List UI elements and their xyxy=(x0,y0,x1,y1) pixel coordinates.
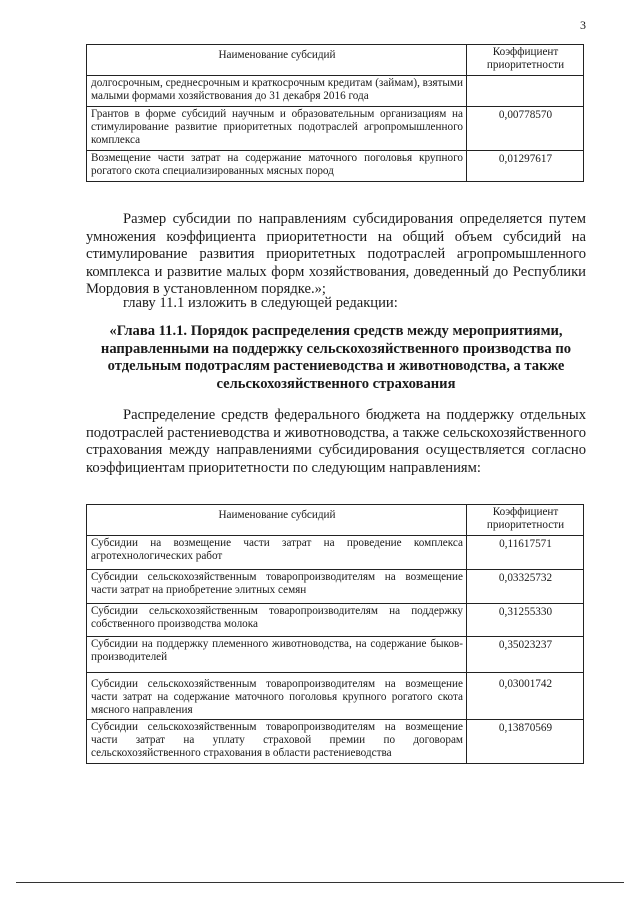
body-paragraph-distribution: Распределение средств федерального бюджета на поддержку отдельных подотраслей растениеводства и животноводства, а также сельскохозяйственного страхования между направлениями субсидирования осуществляется согласно коэффициентам приоритетности по следующим направлениям: xyxy=(86,407,586,476)
coefficient-cell: 0,03001742 xyxy=(467,673,584,720)
table-row xyxy=(87,536,584,570)
subsidy-name-cell: Субсидии сельскохозяйственным товаропроизводителям на возмещение части затрат на приобретение элитных семян xyxy=(87,570,467,604)
body-paragraph-subsidy-size: Размер субсидии по направлениям субсидирования определяется путем умножения коэффициента приоритетности на общий объем субсидий на стимулирование развития приоритетных подотраслей агропромышленного комплекса и развитие малых форм хозяйствования, доведенный до Республики Мордовия в установленном порядке.»; xyxy=(86,211,586,297)
body-paragraph-chapter-edit: главу 11.1 изложить в следующей редакции: xyxy=(123,295,398,311)
page-bottom-rule xyxy=(16,882,624,883)
coefficient-cell: 0,01297617 xyxy=(467,151,584,182)
page-number: 3 xyxy=(580,18,586,32)
subsidy-table-continued xyxy=(86,44,584,182)
subsidy-name-cell: Субсидии сельскохозяйственным товаропроизводителям на поддержку собственного производства молока xyxy=(87,604,467,637)
column-header-name: Наименование субсидий xyxy=(87,45,467,76)
coefficient-cell: 0,35023237 xyxy=(467,637,584,673)
coefficient-cell: 0,00778570 xyxy=(467,107,584,151)
table-header-row xyxy=(87,45,584,76)
subsidy-priority-table xyxy=(86,504,584,764)
table-row xyxy=(87,637,584,673)
column-header-coefficient: Коэффициент приоритетности xyxy=(467,45,584,76)
subsidy-name-cell: долгосрочным, среднесрочным и краткосрочным кредитам (займам), взятыми малыми формами хозяйствования до 31 декабря 2016 года xyxy=(87,76,467,107)
table-row xyxy=(87,107,584,151)
coefficient-cell: 0,13870569 xyxy=(467,720,584,764)
table-row xyxy=(87,720,584,764)
subsidy-name-cell: Возмещение части затрат на содержание маточного поголовья крупного рогатого скота специализированных мясных пород xyxy=(87,151,467,182)
subsidy-name-cell: Субсидии сельскохозяйственным товаропроизводителям на возмещение части затрат на содержание маточного поголовья крупного рогатого скота мясного направления xyxy=(87,673,467,720)
column-header-coefficient: Коэффициент приоритетности xyxy=(467,505,584,536)
table-row xyxy=(87,76,584,107)
coefficient-cell: 0,03325732 xyxy=(467,570,584,604)
coefficient-cell: 0,31255330 xyxy=(467,604,584,637)
subsidy-name-cell: Субсидии на поддержку племенного животноводства, на содержание быков-производителей xyxy=(87,637,467,673)
subsidy-name-cell: Грантов в форме субсидий научным и образовательным организациям на стимулирование развитие приоритетных подотраслей агропромышленного комплекса xyxy=(87,107,467,151)
table-header-row xyxy=(87,505,584,536)
table-row xyxy=(87,151,584,182)
subsidy-name-cell: Субсидии на возмещение части затрат на проведение комплекса агротехнологических работ xyxy=(87,536,467,570)
table-row xyxy=(87,673,584,720)
table-row xyxy=(87,604,584,637)
coefficient-cell: 0,11617571 xyxy=(467,536,584,570)
coefficient-cell xyxy=(467,76,584,107)
table-row xyxy=(87,570,584,604)
column-header-name: Наименование субсидий xyxy=(87,505,467,536)
chapter-heading: «Глава 11.1. Порядок распределения средств между мероприятиями, направленными на поддержку сельскохозяйственного производства по отдельным подотраслям растениеводства и животноводства, а также сельскохозяйственного страхования xyxy=(100,323,572,392)
subsidy-name-cell: Субсидии сельскохозяйственным товаропроизводителям на возмещение части затрат на уплату страховой премии по договорам сельскохозяйственного страхования в области растениеводства xyxy=(87,720,467,764)
